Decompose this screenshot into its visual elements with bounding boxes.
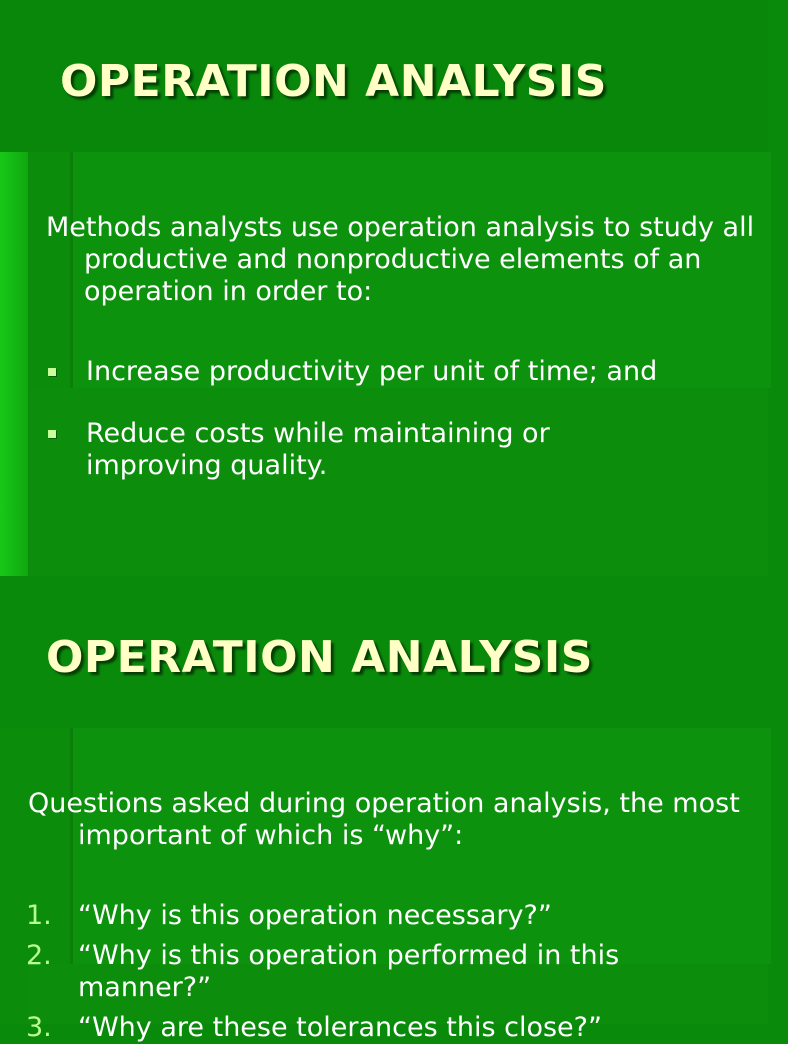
- slide-2: [0, 576, 768, 1043]
- slide-title: OPERATION ANALYSIS: [46, 632, 593, 683]
- intro-paragraph: Questions asked during operation analysis, the most important of which is “why”:: [28, 788, 740, 851]
- square-bullet-icon: [48, 430, 56, 438]
- list-item-text: “Why is this operation necessary?”: [78, 900, 552, 931]
- numbered-list: [26, 900, 708, 1044]
- list-item-text: Increase productivity per unit of time; and: [86, 356, 658, 387]
- list-number: 2.: [26, 940, 52, 971]
- list-item: [26, 940, 708, 1004]
- list-item: [26, 1012, 708, 1044]
- square-bullet-icon: [48, 368, 56, 376]
- background-band-left-highlight: [0, 152, 28, 576]
- list-item-text: “Why is this operation performed in this manner?”: [78, 940, 620, 1003]
- list-number: 1.: [26, 900, 52, 931]
- list-item: [26, 900, 708, 932]
- list-number: 3.: [26, 1012, 52, 1043]
- slide-title: OPERATION ANALYSIS: [60, 56, 607, 107]
- intro-paragraph: Methods analysts use operation analysis to study all productive and nonproductive elements of an operation in order to:: [46, 212, 755, 307]
- list-item: [86, 418, 646, 482]
- list-item: [86, 356, 746, 388]
- list-item-text: “Why are these tolerances this close?”: [78, 1012, 602, 1043]
- bullet-list: [86, 356, 746, 482]
- list-item-text: Reduce costs while maintaining or improving quality.: [86, 418, 550, 481]
